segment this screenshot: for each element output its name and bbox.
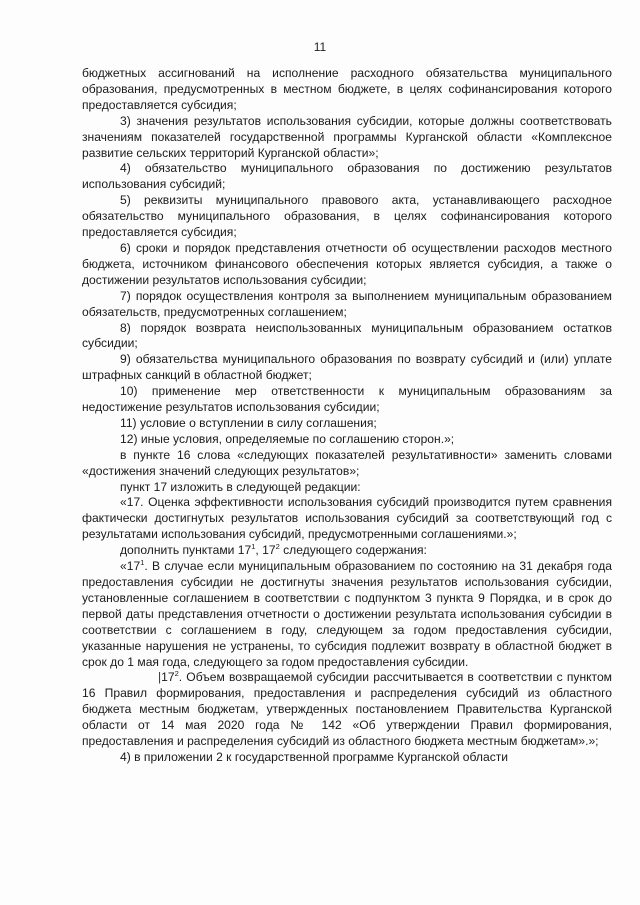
superscript: 2 xyxy=(275,542,280,552)
paragraph: 11) условие о вступлении в силу соглашения; xyxy=(120,415,377,430)
text-run: . Объем возвращаемой субсидии рассчитывается в соответствии с пунктом 16 Правил формирования, предоставления и распределения субсидий из областного бюджета местным бюджетам, утвержденных постановлением Правительства Курганской области от 14 мая 2020 года № 142 «Об утверждении Правил формирования, предоставления и распределения субсидий из областного бюджета местным бюджетам».»; xyxy=(82,670,612,749)
paragraph: 4) в приложении 2 к государственной программе Курганской области xyxy=(120,749,509,764)
document-body xyxy=(82,66,612,766)
paragraph: «17. Оценка эффективности использования субсидий производится путем сравнения фактически достигнутых результатов использования субсидий за соответствующий год с результатами использования субсидий, предусмотренными соглашениями.»; xyxy=(82,495,612,542)
paragraph xyxy=(82,670,612,750)
paragraph xyxy=(82,559,612,670)
superscript: 1 xyxy=(140,558,145,568)
superscript: 1 xyxy=(251,542,256,552)
paragraph: 5) реквизиты муниципального правового акта, устанавливающего расходное обязательство муниципального образования, в целях софинансирования которого предоставляется субсидия; xyxy=(82,193,612,240)
margin-mark: | xyxy=(158,670,162,685)
paragraph: в пункте 16 слова «следующих показателей результативности» заменить словами «достижения значений следующих результатов»; xyxy=(82,447,612,478)
paragraph: 10) применение мер ответственности к муниципальным образованиям за недостижение результатов использования субсидии; xyxy=(82,384,612,415)
superscript: 2 xyxy=(174,669,179,679)
paragraph: пункт 17 изложить в следующей редакции: xyxy=(120,479,361,494)
text-run: дополнить пунктами 17 xyxy=(120,543,252,558)
paragraph: 6) сроки и порядок представления отчетности об осуществлении расходов местного бюджета, источником финансового обеспечения которых является субсидия, а также о достижении результатов использования субсидии; xyxy=(82,240,612,287)
paragraph: бюджетных ассигнований на исполнение расходного обязательства муниципального образования, предусмотренных в местном бюджете, в целях софинансирования которого предоставляется субсидия; xyxy=(82,66,612,112)
paragraph: 8) порядок возврата неиспользованных муниципальным образованием остатков субсидии; xyxy=(82,320,612,351)
text-run: «17 xyxy=(120,559,141,574)
paragraph xyxy=(82,543,612,559)
paragraph: 12) иные условия, определяемые по соглашению сторон.»; xyxy=(120,431,455,446)
text-run: 17 xyxy=(161,670,175,685)
paragraph: 9) обязательства муниципального образования по возврату субсидий и (или) уплате штрафных санкций в областной бюджет; xyxy=(82,352,612,383)
text-run: , 17 xyxy=(255,543,276,558)
text-run: . В случае если муниципальным образованием по состоянию на 31 декабря года предоставления субсидии не достигнуты значения результатов использования субсидии, установленные соглашением в соответствии с подпунктом 3 пункта 9 Порядка, и в срок до первой даты представления отчетности о достижении результата использования субсидии в соответствии с соглашением в году, следующем за годом предоставления субсидии, указанные нарушения не устранены, то субсидия подлежит возврату в областной бюджет в срок до 1 мая года, следующего за годом предоставления субсидии. xyxy=(82,559,612,669)
page-number: 11 xyxy=(313,40,327,54)
paragraph: 7) порядок осуществления контроля за выполнением муниципальным образованием обязательств, предусмотренных соглашением; xyxy=(82,288,612,319)
text-run: следующего содержания: xyxy=(279,543,427,558)
paragraph: 4) обязательство муниципального образования по достижению результатов использования субсидий; xyxy=(82,161,612,192)
paragraph: 3) значения результатов использования субсидии, которые должны соответствовать значениям показателей государственной программы Курганской области «Комплексное развитие сельских территорий Курганской области»; xyxy=(82,113,612,160)
